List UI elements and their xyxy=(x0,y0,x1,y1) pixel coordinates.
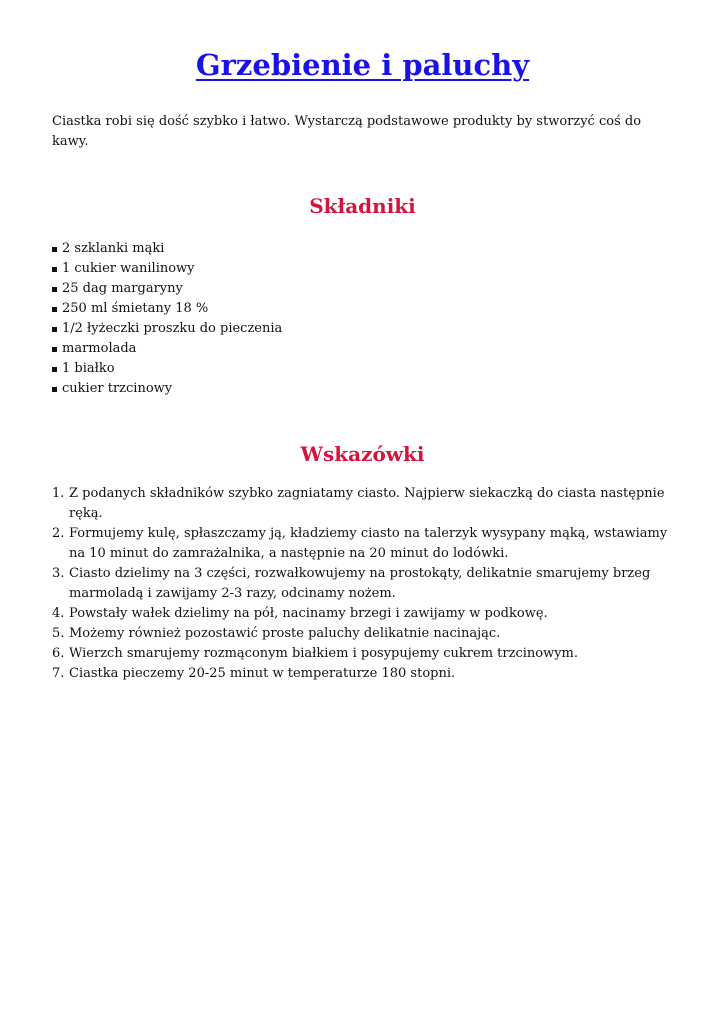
square-bullet-icon xyxy=(52,327,57,332)
instruction-step xyxy=(52,644,673,664)
instruction-step xyxy=(52,564,673,604)
instruction-step xyxy=(52,664,673,684)
step-text: Powstały wałek dzielimy na pół, nacinamy brzegi i zawijamy w podkowę. xyxy=(69,606,548,621)
ingredients-list xyxy=(52,239,673,399)
square-bullet-icon xyxy=(52,387,57,392)
step-text: Możemy również pozostawić proste paluchy delikatnie nacinając. xyxy=(69,626,501,641)
intro-paragraph: Ciastka robi się dość szybko i łatwo. Wystarczą podstawowe produkty by stworzyć coś do kawy. xyxy=(52,114,642,149)
ingredient-item: cukier trzcinowy xyxy=(52,379,673,399)
step-text: Formujemy kulę, spłaszczamy ją, kładziemy ciasto na talerzyk wysypany mąką, wstawiamy na 10 minut do zamrażalnika, a następnie na 20 minut do lodówki. xyxy=(69,526,668,561)
instruction-step xyxy=(52,484,673,524)
ingredient-item: 1 cukier wanilinowy xyxy=(52,259,673,279)
square-bullet-icon xyxy=(52,347,57,352)
ingredient-item: 2 szklanki mąki xyxy=(52,239,673,259)
step-text: Ciastka pieczemy 20-25 minut w temperaturze 180 stopni. xyxy=(69,666,456,681)
title-link[interactable]: Grzebienie i paluchy xyxy=(195,48,530,82)
step-text: Wierzch smarujemy rozmąconym białkiem i posypujemy cukrem trzcinowym. xyxy=(69,646,579,661)
instruction-step xyxy=(52,624,673,644)
step-number: 7. xyxy=(52,666,65,681)
step-text: Ciasto dzielimy na 3 części, rozwałkowujemy na prostokąty, delikatnie smarujemy brzeg marmoladą i zawijamy 2-3 razy, odcinamy nożem. xyxy=(69,566,651,601)
step-number: 5. xyxy=(52,626,65,641)
square-bullet-icon xyxy=(52,267,57,272)
ingredient-item: 250 ml śmietany 18 % xyxy=(52,299,673,319)
instruction-step xyxy=(52,604,673,624)
square-bullet-icon xyxy=(52,367,57,372)
instruction-step xyxy=(52,524,673,564)
step-text: Z podanych składników szybko zagniatamy ciasto. Najpierw siekaczką do ciasta następnie ręką. xyxy=(69,486,665,521)
square-bullet-icon xyxy=(52,287,57,292)
step-number: 2. xyxy=(52,526,65,541)
step-number: 3. xyxy=(52,566,65,581)
ingredients-heading: Składniki xyxy=(309,194,416,218)
ingredient-item: 1/2 łyżeczki proszku do pieczenia xyxy=(52,319,673,339)
ingredient-item: 1 białko xyxy=(52,359,673,379)
step-number: 1. xyxy=(52,486,65,501)
instructions-list xyxy=(52,484,673,684)
step-number: 4. xyxy=(52,606,65,621)
square-bullet-icon xyxy=(52,307,57,312)
ingredient-item: marmolada xyxy=(52,339,673,359)
page-title xyxy=(52,0,673,86)
square-bullet-icon xyxy=(52,247,57,252)
ingredient-item: 25 dag margaryny xyxy=(52,279,673,299)
step-number: 6. xyxy=(52,646,65,661)
instructions-heading: Wskazówki xyxy=(300,442,425,466)
